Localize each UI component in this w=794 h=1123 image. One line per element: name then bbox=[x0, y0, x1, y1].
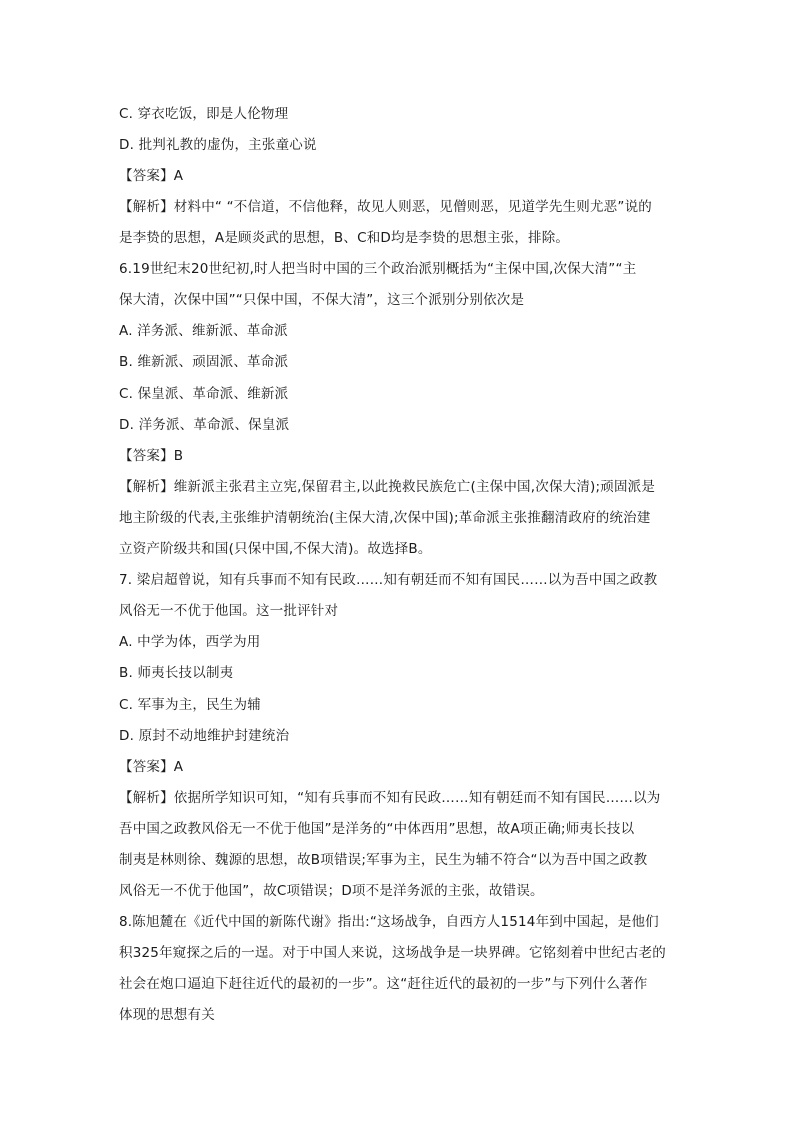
analysis-q6-line2: 地主阶级的代表,主张维护清朝统治(主保大清,次保中国);革命派主张推翻清政府的统治建 bbox=[119, 510, 651, 526]
analysis-q6-line1: 【解析】维新派主张君主立宪,保留君主,以此挽救民族危亡(主保中国,次保大清);顽固派是 bbox=[119, 479, 656, 495]
analysis-q7-line4: 风俗无一不优于他国”，故C项错误；D项不是洋务派的主张，故错误。 bbox=[119, 883, 544, 899]
option-c-q6: C. 保皇派、革命派、维新派 bbox=[119, 386, 289, 402]
answer-q7: 【答案】A bbox=[119, 759, 184, 775]
answer-q5: 【答案】A bbox=[119, 168, 184, 184]
option-a-q6: A. 洋务派、维新派、革命派 bbox=[119, 323, 288, 339]
question-6-line1: 6.19世纪末20世纪初,时人把当时中国的三个政治派别概括为“主保中国,次保大清”“主 bbox=[119, 261, 637, 277]
option-c-q7: C. 军事为主，民生为辅 bbox=[119, 697, 261, 713]
answer-q6: 【答案】B bbox=[119, 448, 184, 464]
analysis-q7-line1: 【解析】依据所学知识可知，“知有兵事而不知有民政……知有朝廷而不知有国民……以为 bbox=[119, 790, 661, 806]
question-8-line2: 积325年窥探之后的一逞。对于中国人来说，这场战争是一块界碑。它铭刻着中世纪古老的 bbox=[119, 945, 666, 961]
question-8-line1: 8.陈旭麓在《近代中国的新陈代谢》指出:“这场战争，自西方人1514年到中国起，是他们 bbox=[119, 914, 659, 930]
option-d-q5: D. 批判礼教的虚伪，主张童心说 bbox=[119, 137, 317, 153]
option-b-q6: B. 维新派、顽固派、革命派 bbox=[119, 354, 289, 370]
option-b-q7: B. 师夷长技以制夷 bbox=[119, 665, 234, 681]
analysis-q7-line3: 制夷是林则徐、魏源的思想，故B项错误;军事为主，民生为辅不符合“以为吾中国之政教 bbox=[119, 852, 648, 868]
analysis-q7-line2: 吾中国之政教风俗无一不优于他国”是洋务的“中体西用”思想，故A项正确;师夷长技以 bbox=[119, 821, 635, 837]
question-8-line3: 社会在炮口逼迫下赶往近代的最初的一步”。这“赶往近代的最初的一步”与下列什么著作 bbox=[119, 976, 648, 992]
analysis-q6-line3: 立资产阶级共和国(只保中国,不保大清)。故选择B。 bbox=[119, 541, 432, 557]
analysis-q5-line1: 【解析】材料中“ “不信道，不信他释，故见人则恶，见僧则恶，见道学先生则尤恶”说的 bbox=[119, 199, 652, 215]
question-7-line1: 7. 梁启超曾说，知有兵事而不知有民政……知有朝廷而不知有国民……以为吾中国之政教 bbox=[119, 572, 658, 588]
option-d-q7: D. 原封不动地维护封建统治 bbox=[119, 728, 290, 744]
question-6-line2: 保大清，次保中国”“只保中国，不保大清”，这三个派别分别依次是 bbox=[119, 292, 525, 308]
option-d-q6: D. 洋务派、革命派、保皇派 bbox=[119, 417, 290, 433]
analysis-q5-line2: 是李贽的思想，A是顾炎武的思想，B、C和D均是李贽的思想主张，排除。 bbox=[119, 230, 570, 246]
question-8-line4: 体现的思想有关 bbox=[119, 1007, 215, 1023]
question-7-line2: 风俗无一不优于他国。这一批评针对 bbox=[119, 603, 339, 619]
option-a-q7: A. 中学为体，西学为用 bbox=[119, 634, 261, 650]
option-c-q5: C. 穿衣吃饭，即是人伦物理 bbox=[119, 106, 289, 122]
